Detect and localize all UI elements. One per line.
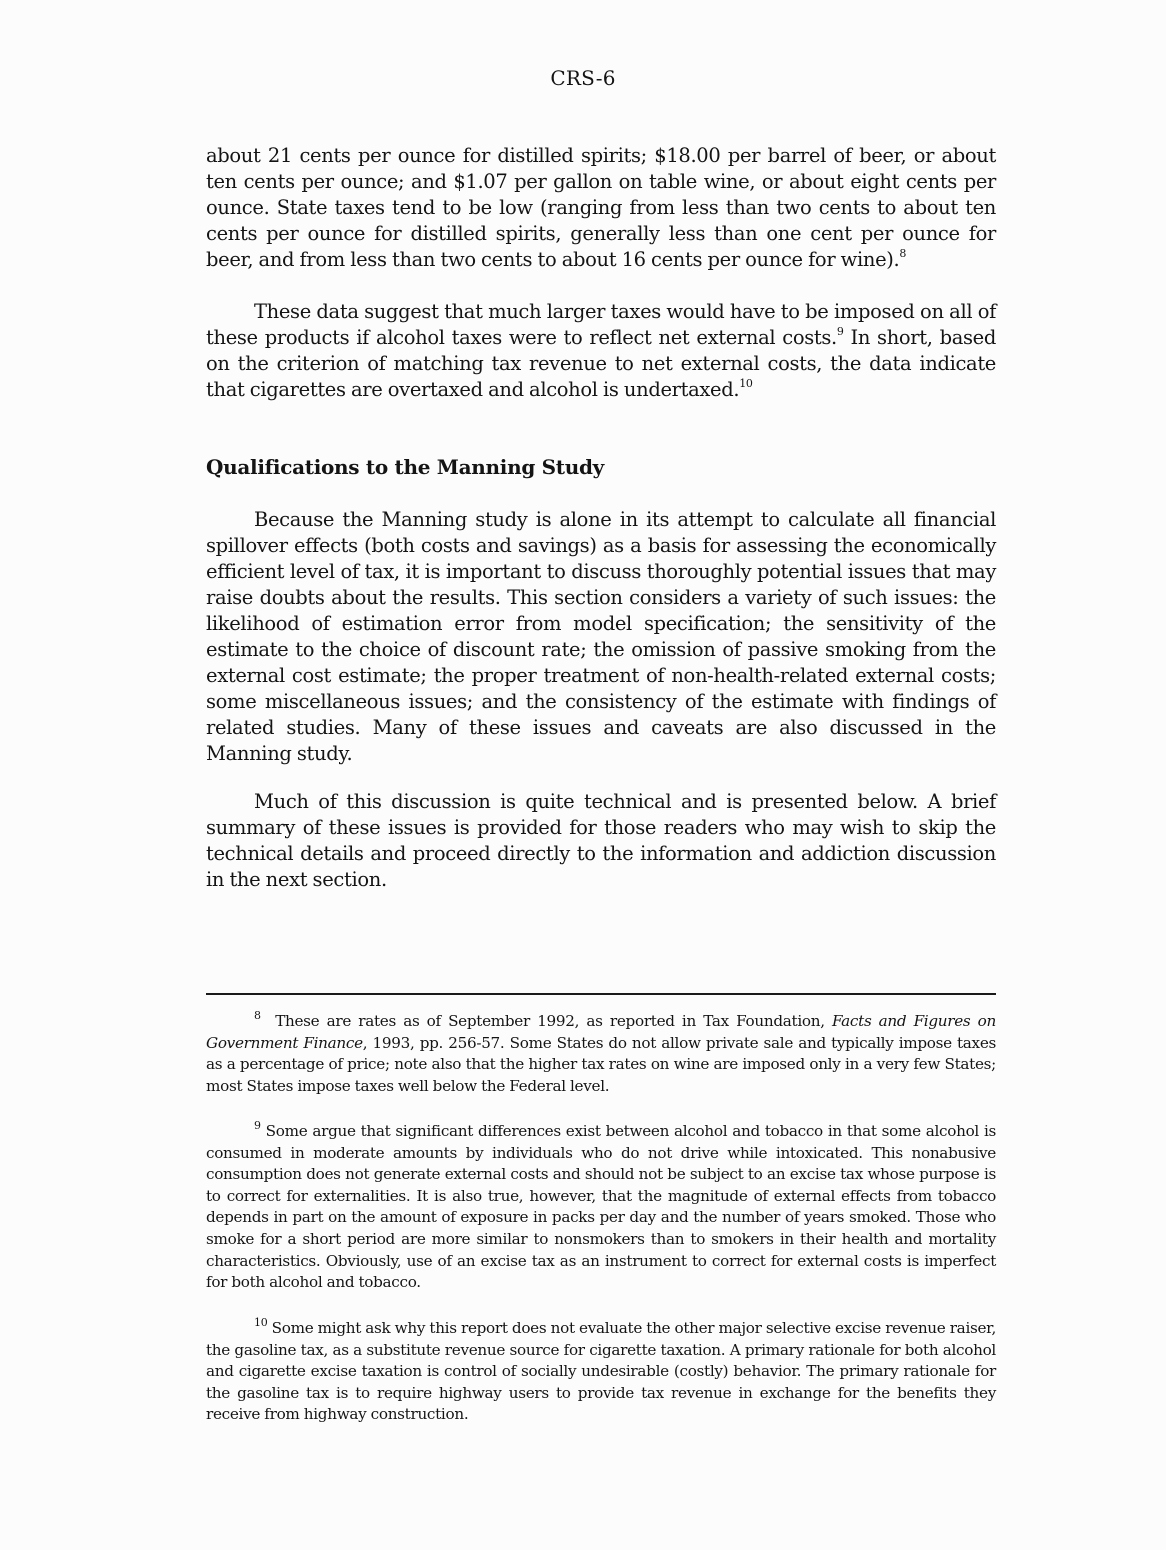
footnote-8-text-a: These are rates as of September 1992, as reported in Tax Foundation, [275, 1012, 832, 1030]
footnote-9 [206, 1121, 996, 1294]
footnote-ref-8[interactable]: 8 [899, 247, 907, 260]
footnote-divider [206, 993, 996, 995]
section-heading: Qualifications to the Manning Study [206, 455, 604, 479]
paragraph-2-text-b: In short, based on the criterion of matching tax revenue to net external costs, the data indicate that cigarettes are overtaxed and alcohol is undertaxed. [206, 326, 996, 401]
footnote-8-text-b: , 1993, pp. 256-57. Some States do not allow private sale and typically impose taxes as a percentage of price; note also that the higher tax rates on wine are imposed only in a very few States; most States impose taxes well below the Federal level. [206, 1033, 997, 1095]
paragraph-1 [206, 143, 996, 273]
paragraph-2 [206, 299, 996, 403]
paragraph-1-text: about 21 cents per ounce for distilled spirits; $18.00 per barrel of beer, or about ten cents per ounce; and $1.07 per gallon on table wine, or about eight cents per ounce. State taxes tend to be low (ranging from less than two cents to about ten cents per ounce for distilled spirits, generally less than one cent per ounce for beer, and from less than two cents to about 16 cents per ounce for wine). [206, 144, 996, 271]
paragraph-2-text-a: These data suggest that much larger taxes would have to be imposed on all of these products if alcohol taxes were to reflect net external costs. [206, 300, 996, 349]
footnote-8-number: 8 [254, 1009, 261, 1022]
footnote-9-text: Some argue that significant differences exist between alcohol and tobacco in that some alcohol is consumed in moderate amounts by individuals who do not drive while intoxicated. This nonabusive consumption does not generate external costs and should not be subject to an excise tax whose purpose is to correct for externalities. It is also true, however, that the magnitude of external effects from tobacco depends in part on the amount of exposure in packs per day and the number of years smoked. Those who smoke for a short period are more similar to nonsmokers than to smokers in their health and mortality characteristics. Obviously, use of an excise tax as an instrument to correct for external costs is imperfect for both alcohol and tobacco. [206, 1122, 996, 1292]
footnote-ref-10[interactable]: 10 [739, 377, 753, 390]
footnote-10 [206, 1318, 996, 1426]
footnote-9-number: 9 [254, 1119, 261, 1132]
paragraph-3: Because the Manning study is alone in its attempt to calculate all financial spillover effects (both costs and savings) as a basis for assessing the economically efficient level of tax, it is important to discuss thoroughly potential issues that may raise doubts about the results. This section considers a variety of such issues: the likelihood of estimation error from model specification; the sensitivity of the estimate to the choice of discount rate; the omission of passive smoking from the external cost estimate; the proper treatment of non-health-related external costs; some miscellaneous issues; and the consistency of the estimate with findings of related studies. Many of these issues and caveats are also discussed in the Manning study. [206, 508, 996, 765]
footnote-10-number: 10 [254, 1316, 268, 1329]
footnote-ref-9[interactable]: 9 [836, 325, 844, 338]
page-number-header: CRS-6 [550, 66, 616, 90]
footnote-8-publication-title: Facts and Figures on Government Finance [206, 1012, 996, 1052]
footnote-8 [206, 1011, 996, 1097]
paragraph-4: Much of this discussion is quite technical and is presented below. A brief summary of these issues is provided for those readers who may wish to skip the technical details and proceed directly to the information and addiction discussion in the next section. [206, 790, 996, 891]
footnote-10-text: Some might ask why this report does not evaluate the other major selective excise revenue raiser, the gasoline tax, as a substitute revenue source for cigarette taxation. A primary rationale for both alcohol and cigarette excise taxation is control of socially undesirable (costly) behavior. The primary rationale for the gasoline tax is to require highway users to provide tax revenue in exchange for the benefits they receive from highway construction. [206, 1319, 996, 1424]
